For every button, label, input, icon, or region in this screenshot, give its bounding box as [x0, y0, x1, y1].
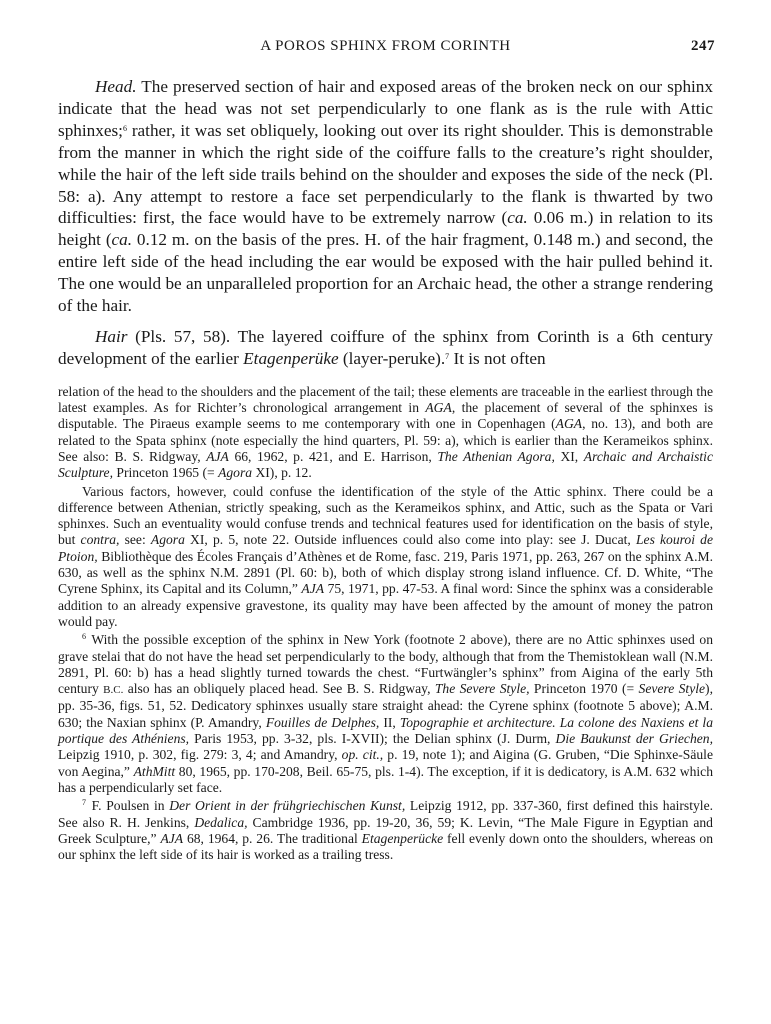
italic-span: Topographie et architecture. La colone des Naxiens et la portique des Athéniens,	[58, 714, 714, 747]
text-span: With the possible exception of the sphinx in New York (footnote 2 above), there are no Attic sphinxes used on grave stelai that do not have the head set perpendicularly to the body, although that from the Themistoklean wall (N.M. 2891, Pl. 60: b) has a head slightly turned towards the chest. “Furtwängler’s sphinx” from Aigina of the early 5th century	[58, 632, 713, 697]
text-span: , no. 13), and both are related to the Spata sphinx (note especially the hind quarters, Pl. 59: a), which is earlier than the Kerameikos sphinx. See also: B. S. Ridgway,	[58, 416, 713, 464]
italic-span: AJA	[301, 581, 325, 597]
text-span: p. 19, note 1); and Aigina (G. Gruben, “Die Sphinxe-Säule von Aegina,”	[58, 747, 713, 779]
italic-span: ca.	[111, 230, 133, 250]
text-span: ), pp. 35-36, figs. 51, 52. Dedicatory sphinxes usually stare straight ahead: the Cyrene sphinx (footnote 5 above); A.M. 630; the Naxian sphinx (P. Amandry,	[58, 681, 713, 730]
footnote-continuation	[58, 484, 713, 631]
footnote-7	[58, 798, 713, 863]
italic-span: Les kouroi de Ptoion,	[58, 532, 713, 564]
italic-span: Die Baukunst der Griechen,	[555, 731, 713, 747]
run-in-heading: Head.	[95, 77, 137, 96]
text-span: Princeton 1965 (=	[113, 465, 219, 481]
text-span: 80, 1965, pp. 170-208, Beil. 65-75, pls. 1-4). The exception, if it is dedicatory, is A.M. 632 which has a perpendicularly set face.	[58, 763, 713, 795]
text-span: II,	[379, 714, 400, 730]
text-span: Paris 1953, pp. 3-32, pls. I-XVII); the Delian sphinx (J. Durm,	[189, 731, 556, 747]
paragraph-hair	[58, 326, 713, 370]
footnote-continuation	[58, 384, 713, 482]
footnote-number: 6	[82, 632, 86, 642]
running-header	[58, 38, 713, 62]
italic-span: The Athenian Agora,	[437, 448, 555, 464]
italic-span: contra,	[80, 532, 120, 548]
text-span: 75, 1971, pp. 47-53. A final word: Since the sphinx was a considerable addition to an already expensive gravestone, its quality may have been affected by the amount of money the patron would pay.	[58, 581, 713, 629]
text-span: rather, it was set obliquely, looking out over its right shoulder. This is demonstrable from the manner in which the right side of the coiffure falls to the creature’s right shoulder, while the hair of the left side trails behind on the shoulder and exposes the side of the neck (Pl. 58: a). Any attempt to restore a face set perpendicularly to the flank is thwarted by two difficulties: first, the face would have to be extremely narrow (	[58, 120, 713, 228]
text-span: The preserved section of hair and exposed areas of the broken neck on our sphinx indicate that the head was not set perpendicularly to one flank as is the rule with Attic sphinxes;	[58, 77, 713, 140]
text-span: relation of the head to the shoulders and the placement of the tail; these elements are traceable in the earliest through the latest examples. As for Richter’s chronological arrangement in	[58, 383, 713, 416]
italic-span: AGA	[555, 416, 583, 432]
italic-span: AthMitt	[133, 763, 176, 779]
text-span: fell evenly down onto the shoulders, whereas on our sphinx the left side of its hair is worked as a trailing tress.	[58, 830, 713, 863]
italic-span: AGA	[425, 400, 452, 416]
italic-span: Etagenperücke	[361, 830, 444, 846]
page	[58, 38, 713, 863]
text-span: It is not often	[449, 348, 546, 368]
text-span: (Pls. 57, 58). The layered coiffure of the sphinx from Corinth is a 6th century development of the earlier	[58, 326, 713, 368]
footnote-6	[58, 632, 713, 796]
text-span: 0.06 m.) in relation to its height (	[58, 208, 713, 250]
italic-span: Fouilles de Delphes,	[265, 714, 380, 730]
italic-span: Archaic and Archaistic Sculpture,	[58, 448, 713, 481]
text-span: , the placement of several of the sphinxes is disputable. The Piraeus example seems to me contemporary with one in Copenhagen (	[58, 400, 713, 432]
italic-span: Etagenperüke	[243, 348, 339, 368]
italic-span: The Severe Style,	[434, 681, 530, 697]
text-span: (layer-peruke).	[338, 348, 446, 368]
text-span: 66, 1962, p. 421, and E. Harrison,	[228, 448, 438, 464]
text-span: XI, p. 5, note 22. Outside influences could also come into play: see J. Ducat,	[184, 532, 636, 548]
text-span: XI,	[554, 448, 584, 464]
italic-span: AJA	[160, 830, 184, 846]
italic-span: Agora	[218, 465, 253, 481]
italic-span: Severe Style	[638, 681, 706, 697]
text-span: XI), p. 12.	[252, 465, 312, 481]
footnote-ref: 7	[445, 351, 450, 361]
italic-span: Dedalica,	[194, 814, 248, 830]
italic-span: op. cit.,	[341, 747, 384, 763]
text-span: Cambridge 1936, pp. 19-20, 36, 59; K. Levin, “The Male Figure in Egyptian and Greek Sculpture,”	[58, 814, 713, 846]
footnotes	[58, 384, 713, 864]
main-text	[58, 76, 713, 370]
text-span: see:	[119, 532, 151, 548]
italic-span: AJA	[206, 448, 229, 464]
text-span: Princeton 1970 (=	[529, 681, 639, 697]
italic-span: ca.	[507, 208, 528, 228]
paragraph-head	[58, 76, 713, 317]
italic-span: Der Orient in der frühgriechischen Kunst,	[169, 798, 406, 814]
page-number: 247	[691, 38, 715, 54]
text-span: Leipzig 1910, p. 302, fig. 279: 3, 4; and Amandry,	[58, 747, 342, 763]
footnote-number: 7	[82, 798, 86, 808]
run-in-heading: Hair	[95, 326, 128, 346]
small-caps-span: B.C.	[103, 684, 124, 697]
text-span: Leipzig 1912, pp. 337-360, first defined this hairstyle. See also R. H. Jenkins,	[58, 798, 714, 830]
text-span: also has an obliquely placed head. See B. S. Ridgway,	[123, 681, 435, 697]
text-span: Various factors, however, could confuse the identification of the style of the Attic sphinx. There could be a difference between Athenian, strictly speaking, such as the Kerameikos sphinx, and Attic, such as the Spata or Vari sphinxes. Such an eventuality would confuse trends and technical features used for identification on the basis of style, but	[58, 483, 713, 548]
text-span: F. Poulsen in	[87, 798, 170, 814]
italic-span: Agora	[150, 532, 185, 548]
text-span: 68, 1964, p. 26. The traditional	[183, 830, 362, 846]
running-title: A POROS SPHINX FROM CORINTH	[260, 38, 511, 54]
footnote-ref: 6	[122, 123, 127, 133]
text-span: Bibliothèque des Écoles Français d’Athènes et de Rome, fasc. 219, Paris 1971, pp. 263, 267 on the sphinx A.M. 630, as well as the sphinx N.M. 2891 (Pl. 60: b), both of which display strong island influence. Cf. D. White, “The Cyrene Sphinx, its Capital and its Column,”	[58, 548, 713, 597]
text-span: 0.12 m. on the basis of the pres. H. of the hair fragment, 0.148 m.) and second, the entire left side of the head including the ear would be exposed with the hair pulled behind it. The one would be an unparalleled proportion for an Archaic head, the other a strange rendering of the hair.	[58, 230, 714, 316]
